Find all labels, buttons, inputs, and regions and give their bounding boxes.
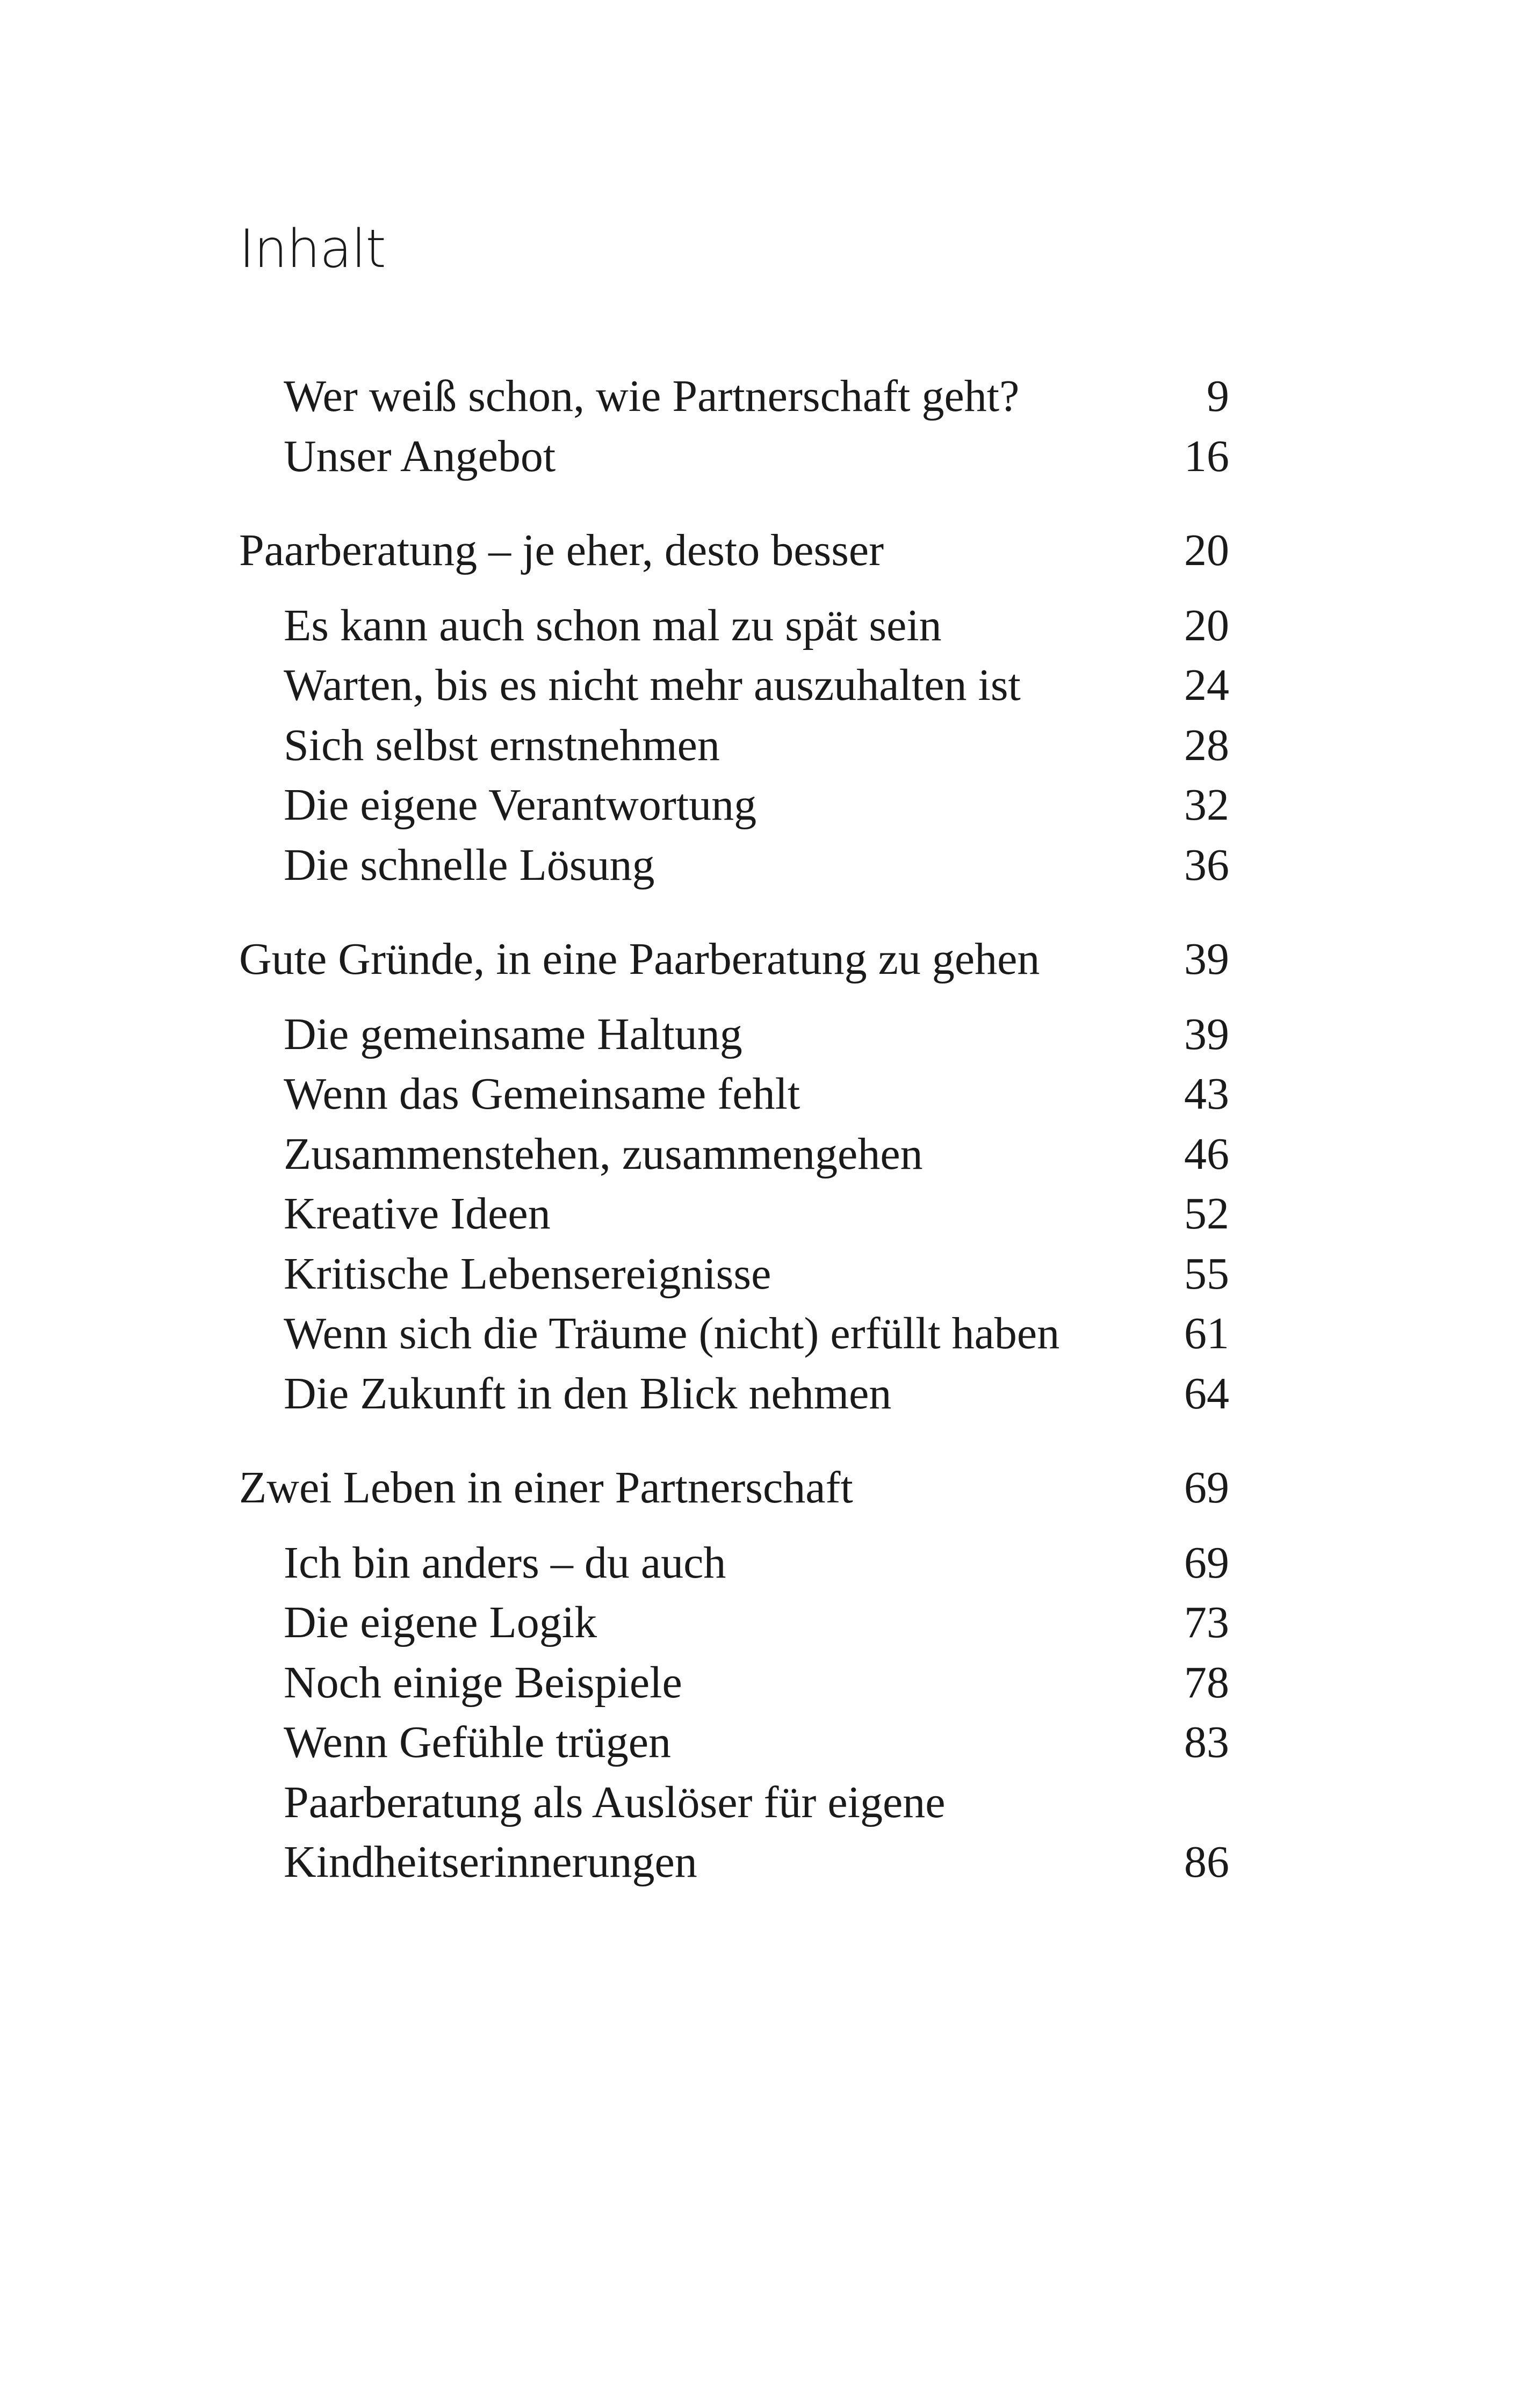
table-of-contents [239, 366, 1229, 1892]
toc-entry-page: 73 [1184, 1597, 1229, 1647]
toc-entry[interactable] [239, 715, 1229, 776]
toc-chapter [239, 1458, 1229, 1892]
toc-entry[interactable] [239, 366, 1229, 426]
toc-entry-title: Die Zukunft in den Blick nehmen [284, 1368, 892, 1419]
toc-entry-title: Sich selbst ernstnehmen [284, 720, 720, 770]
toc-entry[interactable] [239, 655, 1229, 715]
toc-entry-page: 69 [1184, 1537, 1229, 1588]
toc-entry-page: 39 [1184, 1009, 1229, 1059]
toc-entry-title: Die eigene Logik [284, 1597, 597, 1647]
toc-entry-page: 83 [1184, 1717, 1229, 1767]
toc-chapter-title: Zwei Leben in einer Partnerschaft [239, 1463, 853, 1513]
toc-entry-page: 16 [1184, 431, 1229, 481]
toc-entry-title: Wenn sich die Träume (nicht) erfüllt haben [284, 1308, 1060, 1358]
toc-entry[interactable] [239, 1712, 1229, 1773]
toc-entry-title: Warten, bis es nicht mehr auszuhalten ist [284, 660, 1021, 710]
toc-entry-line1[interactable] [239, 1773, 1229, 1833]
toc-chapter-entry[interactable] [239, 1458, 1229, 1518]
toc-chapter-page: 69 [1184, 1463, 1229, 1513]
toc-entry-line2[interactable] [239, 1832, 1229, 1892]
toc-entry-page: 9 [1207, 371, 1229, 421]
toc-entry-title: Zusammenstehen, zusammengehen [284, 1129, 923, 1179]
toc-entry-title: Kritische Lebensereignisse [284, 1248, 771, 1299]
toc-entry-title-continued: Kindheitserinnerungen [284, 1837, 697, 1887]
toc-entry-page: 46 [1184, 1129, 1229, 1179]
toc-entry-title: Die eigene Verantwortung [284, 780, 757, 830]
toc-entry[interactable] [239, 1004, 1229, 1065]
toc-entry-page: 61 [1184, 1308, 1229, 1358]
toc-chapter-page: 20 [1184, 525, 1229, 575]
toc-entry-page: 55 [1184, 1248, 1229, 1299]
toc-chapter-entry[interactable] [239, 929, 1229, 989]
toc-entry[interactable] [239, 1244, 1229, 1304]
toc-entry[interactable] [239, 1533, 1229, 1593]
toc-entry-title: Wenn das Gemeinsame fehlt [284, 1069, 800, 1119]
toc-entry-title: Die schnelle Lösung [284, 840, 655, 890]
toc-chapter-title: Gute Gründe, in eine Paarberatung zu gehen [239, 934, 1040, 984]
toc-entry-page: 43 [1184, 1069, 1229, 1119]
toc-entry[interactable] [239, 835, 1229, 895]
toc-intro [239, 366, 1229, 486]
toc-entry[interactable] [239, 1364, 1229, 1424]
toc-chapter-entry[interactable] [239, 520, 1229, 581]
toc-entry[interactable] [239, 1064, 1229, 1124]
toc-entry-title: Ich bin anders – du auch [284, 1537, 726, 1588]
toc-entry-page: 36 [1184, 840, 1229, 890]
toc-chapter-page: 39 [1184, 934, 1229, 984]
toc-chapter-title: Paarberatung – je eher, desto besser [239, 525, 884, 575]
toc-entry-title: Kreative Ideen [284, 1189, 551, 1239]
toc-entry-title: Unser Angebot [284, 431, 556, 481]
toc-entry-title: Wenn Gefühle trügen [284, 1717, 671, 1767]
toc-entry-title: Paarberatung als Auslöser für eigene [284, 1777, 946, 1827]
toc-entry[interactable] [239, 1124, 1229, 1184]
toc-entry[interactable] [239, 1593, 1229, 1653]
toc-entry-page: 86 [1184, 1837, 1229, 1887]
toc-entry[interactable] [239, 596, 1229, 656]
toc-entry-page: 20 [1184, 600, 1229, 650]
toc-chapter [239, 520, 1229, 895]
toc-entry-title: Die gemeinsame Haltung [284, 1009, 742, 1059]
toc-entry-page: 28 [1184, 720, 1229, 770]
toc-entry-page: 24 [1184, 660, 1229, 710]
toc-entry[interactable] [239, 1653, 1229, 1713]
toc-entry[interactable] [239, 1184, 1229, 1244]
toc-entry-page: 52 [1184, 1189, 1229, 1239]
toc-heading: Inhalt [239, 219, 386, 280]
toc-entry[interactable] [239, 775, 1229, 835]
toc-entry-page: 64 [1184, 1368, 1229, 1419]
toc-entry-title: Es kann auch schon mal zu spät sein [284, 600, 942, 650]
toc-entry[interactable] [239, 1304, 1229, 1364]
toc-entry-page: 32 [1184, 780, 1229, 830]
toc-entry-title: Noch einige Beispiele [284, 1657, 682, 1708]
toc-entry-title: Wer weiß schon, wie Partnerschaft geht? [284, 371, 1020, 421]
toc-chapter [239, 929, 1229, 1423]
toc-entry-page: 78 [1184, 1657, 1229, 1708]
toc-entry[interactable] [239, 426, 1229, 487]
